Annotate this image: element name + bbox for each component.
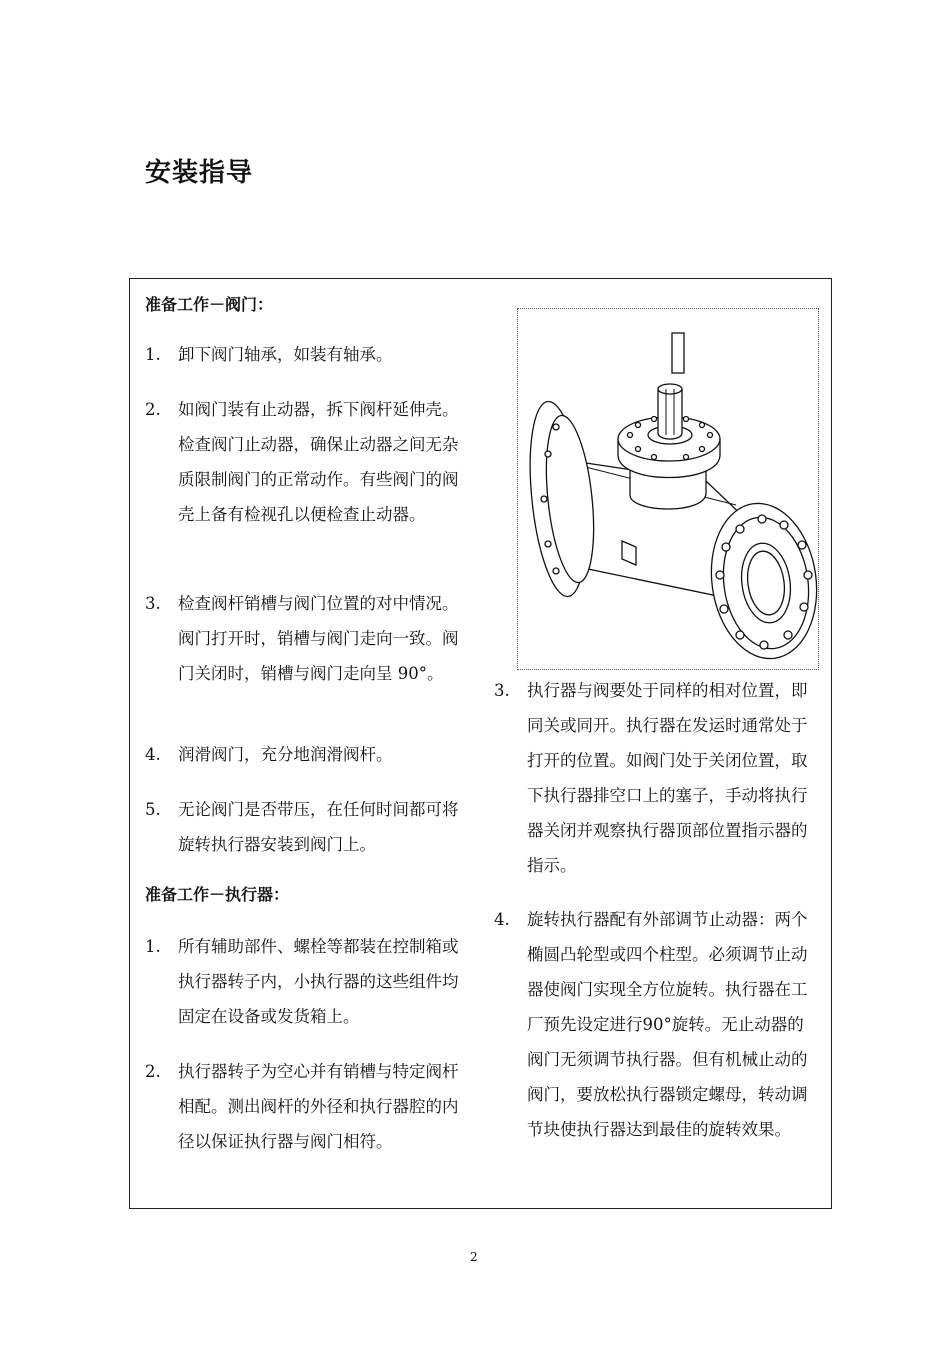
- item-number: 3.: [494, 681, 510, 700]
- item-text: 执行器与阀要处于同样的相对位置，即同关或同开。执行器在发运时通常处于打开的位置。如阀门处于关闭位置，取下执行器排空口上的塞子，手动将执行器关闭并观察执行器顶部位置指示器的指示。: [527, 681, 808, 875]
- item-text: 所有辅助部件、螺栓等都装在控制箱或执行器转子内，小执行器的这些组件均固定在设备或发货箱上。: [178, 937, 459, 1026]
- actuator-section-heading: 准备工作－执行器：: [145, 885, 290, 904]
- item-text: 如阀门装有止动器，拆下阀杆延伸壳。检查阀门止动器，确保止动器之间无杂质限制阀门的正常动作。有些阀门的阀壳上备有检视孔以便检查止动器。: [178, 400, 459, 524]
- item-text: 执行器转子为空心并有销槽与特定阀杆相配。测出阀杆的外径和执行器腔的内径以保证执行器与阀门相符。: [178, 1062, 459, 1151]
- item-number: 2.: [145, 400, 161, 419]
- page-title: 安装指导: [145, 158, 254, 188]
- item-number: 1.: [145, 937, 161, 956]
- valve-stem: [648, 384, 692, 444]
- item-number: 5.: [145, 800, 161, 819]
- valve-illustration: [517, 308, 819, 670]
- item-text: 旋转执行器配有外部调节止动器：两个椭圆凸轮型或四个柱型。必须调节止动器使阀门实现全方位旋转。执行器在工厂预先设定进行90°旋转。无止动器的阀门无须调节执行器。但有机械止动的阀门，要放松执行器锁定螺母，转动调节块使执行器达到最佳的旋转效果。: [527, 910, 808, 1139]
- item-text: 润滑阀门，充分地润滑阀杆。: [178, 745, 393, 764]
- item-text: 卸下阀门轴承，如装有轴承。: [178, 345, 393, 364]
- item-number: 2.: [145, 1062, 161, 1081]
- item-text: 检查阀杆销槽与阀门位置的对中情况。阀门打开时，销槽与阀门走向一致。阀门关闭时，销槽与阀门走向呈 90°。: [178, 594, 459, 683]
- item-number: 3.: [145, 594, 161, 613]
- item-text: 无论阀门是否带压，在任何时间都可将旋转执行器安装到阀门上。: [178, 800, 459, 854]
- item-number: 4.: [145, 745, 161, 764]
- left-flange: [522, 399, 601, 599]
- item-number: 1.: [145, 345, 161, 364]
- valve-section-heading: 准备工作－阀门：: [145, 295, 274, 314]
- key-part: [672, 333, 684, 373]
- page-number: 2: [470, 1250, 478, 1264]
- item-number: 4.: [494, 910, 510, 929]
